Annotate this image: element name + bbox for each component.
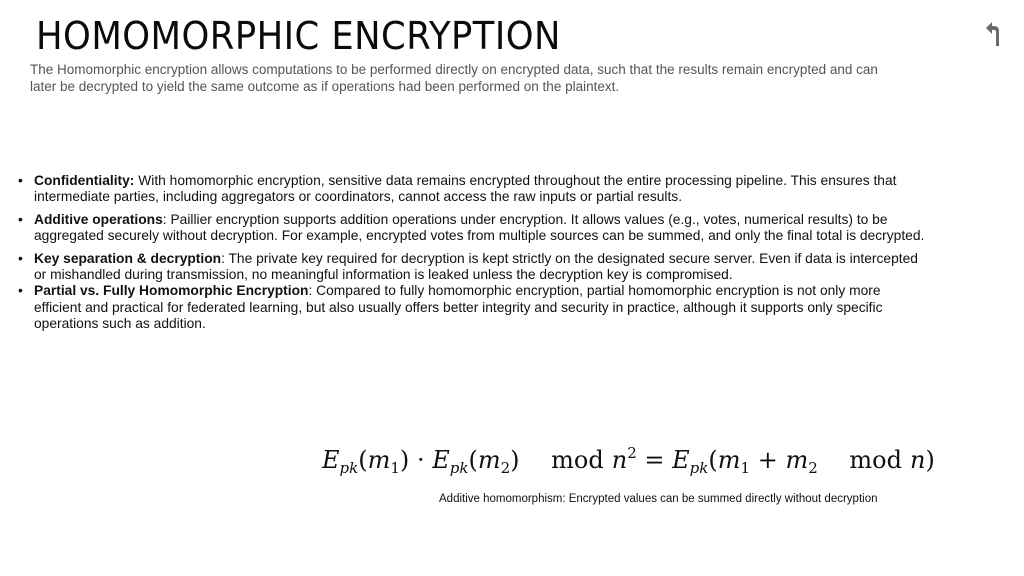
formula-symbol: pk [449, 459, 469, 477]
formula-symbol: m [785, 446, 809, 474]
bullet-additive-operations [16, 212, 931, 245]
bullet-text: With homomorphic encryption, sensitive data remains encrypted throughout the entire processing pipeline. This ensures that intermediate parties, including aggregators or coordinators, cannot access the raw inputs or partial results. [34, 173, 897, 205]
bullet-term: Additive operations [34, 211, 163, 227]
formula-symbol: ) [510, 446, 520, 474]
formula-symbol: 2 [627, 444, 637, 462]
formula-symbol: 2 [500, 459, 511, 477]
formula-symbol: ( [708, 446, 718, 474]
formula-symbol: m [717, 446, 741, 474]
formula-mod: mod [551, 446, 604, 474]
formula-symbol: ) [399, 446, 410, 474]
bullet-term: Partial vs. Fully Homomorphic Encryption [34, 283, 309, 299]
formula-symbol: pk [339, 459, 359, 477]
formula-symbol: E [672, 446, 690, 474]
formula-symbol: E [432, 446, 450, 474]
formula-symbol: n [909, 446, 926, 474]
formula-mod: mod [849, 446, 902, 474]
formula-symbol: 2 [808, 459, 818, 477]
bullet-text: : Compared to fully homomorphic encryption, partial homomorphic encryption is not only more efficient and practical for federated learning, but also usually offers better integrity and security in practice, although it supports only specific operations such as addition. [34, 283, 883, 332]
bullet-partial-vs-fully [16, 283, 931, 332]
formula-symbol: pk [689, 459, 709, 477]
bullet-key-separation [16, 251, 931, 284]
formula-symbol: · [416, 446, 425, 474]
bullet-term: Confidentiality: [34, 173, 135, 188]
bullet-list [16, 173, 931, 333]
intro-paragraph: The Homomorphic encryption allows computations to be performed directly on encrypted data, such that the results remain encrypted and can later be decrypted to yield the same outcome as if operations had been performed on the plaintext. [30, 62, 878, 94]
formula-symbol: n [611, 446, 628, 474]
additive-homomorphism-formula [322, 444, 935, 477]
bullet-term: Key separation & decryption [34, 250, 222, 266]
formula-symbol: = [644, 446, 665, 474]
bullet-text: : Paillier encryption supports addition operations under encryption. It allows values (e.g., votes, numerical results) to be aggregated securely without decryption. For example, encrypted votes from multiple sources can be summed, and only the final total is decrypted. [34, 211, 925, 244]
formula-symbol: ( [358, 446, 368, 474]
formula-symbol: ) [925, 446, 935, 474]
bullet-marker: • [18, 211, 23, 227]
bullet-marker: • [18, 173, 23, 188]
formula-symbol: E [322, 446, 340, 474]
formula-symbol: ( [468, 446, 478, 474]
formula-caption: Additive homomorphism: Encrypted values can be summed directly without decryption [439, 493, 878, 505]
bullet-marker: • [18, 283, 23, 299]
formula-symbol: m [367, 446, 391, 474]
bullet-confidentiality [16, 173, 931, 206]
slide-title: HOMOMORPHIC ENCRYPTION [36, 14, 561, 58]
bullet-text: : The private key required for decryption is kept strictly on the designated secure server. Even if data is intercepted or mishandled during transmission, no meaningful information is leaked unless the decryption key is compromised. [34, 250, 918, 283]
formula-symbol: 1 [740, 459, 751, 477]
bullet-marker: • [18, 250, 23, 266]
formula-symbol: 1 [390, 459, 400, 477]
formula-symbol: m [477, 446, 501, 474]
back-arrow-icon[interactable] [986, 18, 1006, 48]
formula-symbol: + [757, 446, 778, 474]
